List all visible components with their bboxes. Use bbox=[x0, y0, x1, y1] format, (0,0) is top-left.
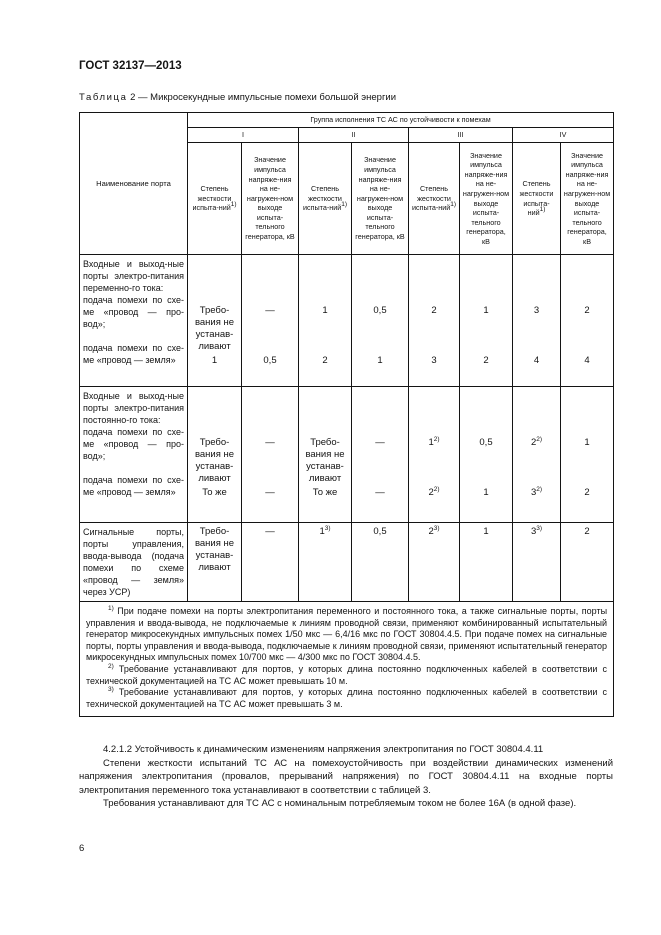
cell-sig-g2-degree: 1$^{3)}$ bbox=[299, 523, 352, 602]
port-name-dc: Входные и выход-ные порты электро-питания постоянно-го тока: подача помехи по схе-ме «провод — про-вод»; подача помехи по схе-ме «провод — земля» bbox=[80, 387, 188, 523]
section-heading-4-2-1-2: 4.2.1.2 Устойчивость к динамическим изменениям напряжения электропитания по ГОСТ 30804.4.11 bbox=[103, 744, 544, 755]
header-group: Группа исполнения ТС АС по устойчивости к помехам bbox=[188, 113, 614, 128]
table-caption-lead: Таблица bbox=[79, 92, 128, 103]
cell-ac-g3-degree: 2 3 bbox=[409, 255, 460, 387]
cell-dc-g1-value: — — bbox=[242, 387, 299, 523]
footnote-1: $^{1)}$ При подаче помехи на порты электропитания переменного и постоянного тока, а также сигнальные порты, порты управления и ввода-вывода, не подключаемые к линиям проводной связи, применяют комбинированный испытательный генератор микросекундных импульсных помех 1/50 мкс — 6,4/16 мкс по ГОСТ 30804.4.5. При подаче помех на сигнальные порты, порты управления и ввода-вывода, подключаемые к линиям проводной связи, применяют испытательный генератор микросекундных импульсных помех 10/700 мкс — 4/300 мкс по ГОСТ 30804.4.5. bbox=[86, 605, 608, 663]
header-degree-2: Степень жесткости испыта-ний$^{1)}$ bbox=[299, 143, 352, 255]
cell-ac-g1-degree: Требо-вания не устанав-ливают 1 bbox=[188, 255, 242, 387]
header-degree-3: Степень жесткости испыта-ний$^{1)}$ bbox=[409, 143, 460, 255]
table-caption-text: 2 — Микросекундные импульсные помехи большой энергии bbox=[127, 92, 397, 103]
cell-dc-g1-degree: Требо-вания не устанав-ливают То же bbox=[188, 387, 242, 523]
cell-ac-g1-value: — 0,5 bbox=[242, 255, 299, 387]
table-footnotes-row bbox=[80, 602, 614, 717]
table-row-ac-ports bbox=[80, 255, 614, 387]
paragraph-test-degrees: Степени жесткости испытаний ТС АС на помехоустойчивость при воздействии динамических изменений напряжения электропитания (провалов, прерываний напряжения) по ГОСТ 30804.4.11 на входные порты электропитания переменного тока устанавливают в соответствии с таблицей 3. bbox=[79, 757, 613, 796]
cell-dc-g3-degree: 1$^{2)}$ 2$^{2)}$ bbox=[409, 387, 460, 523]
cell-ac-g4-value: 2 4 bbox=[561, 255, 614, 387]
cell-sig-g1-value: — bbox=[242, 523, 299, 602]
port-name-signal: Сигнальные порты, порты управления, ввода-вывода (подача помехи по схеме «провод — земля» через УСР) bbox=[80, 523, 188, 602]
header-group-1: I bbox=[188, 128, 299, 143]
cell-ac-g3-value: 1 2 bbox=[460, 255, 513, 387]
header-group-2: II bbox=[299, 128, 409, 143]
cell-sig-g2-value: 0,5 bbox=[352, 523, 409, 602]
header-group-4: IV bbox=[513, 128, 614, 143]
cell-dc-g4-value: 1 2 bbox=[561, 387, 614, 523]
cell-sig-g3-degree: 2$^{3)}$ bbox=[409, 523, 460, 602]
pulse-interference-table bbox=[79, 112, 614, 717]
cell-sig-g4-value: 2 bbox=[561, 523, 614, 602]
cell-sig-g4-degree: 3$^{3)}$ bbox=[513, 523, 561, 602]
cell-dc-g2-value: — — bbox=[352, 387, 409, 523]
table-row-signal-ports bbox=[80, 523, 614, 602]
cell-ac-g4-degree: 3 4 bbox=[513, 255, 561, 387]
page-number: 6 bbox=[79, 843, 85, 854]
footnote-3: $^{3)}$ Требование устанавливают для портов, у которых длина постоянно подключенных кабелей в соответствии с технической документацией на ТС АС может превышать 3 м. bbox=[86, 686, 608, 709]
header-value-1: Значение импульса напряже-ния на не-нагружен-ном выходе испыта-тельного генератора, кВ bbox=[242, 143, 299, 255]
table-row-dc-ports bbox=[80, 387, 614, 523]
cell-sig-g1-degree: Требо-вания не устанав-ливают bbox=[188, 523, 242, 602]
header-value-4: Значение импульса напряже-ния на не-нагружен-ном выходе испыта-тельного генератора, кВ bbox=[561, 143, 614, 255]
cell-dc-g4-degree: 2$^{2)}$ 3$^{2)}$ bbox=[513, 387, 561, 523]
header-degree-1: Степень жесткости испыта-ний$^{1)}$ bbox=[188, 143, 242, 255]
body-text bbox=[79, 743, 613, 811]
cell-dc-g2-degree: Требо-вания не устанав-ливают То же bbox=[299, 387, 352, 523]
paragraph-requirements: Требования устанавливают для ТС АС с номинальным потребляемым током не более 16А (в одной фазе). bbox=[103, 798, 577, 810]
port-name-ac: Входные и выход-ные порты электро-питания переменно-го тока: подача помехи по схе-ме «провод — про-вод»; подача помехи по схе-ме «провод — земля» bbox=[80, 255, 188, 387]
footnote-2: $^{2)}$ Требование устанавливают для портов, у которых длина постоянно подключенных кабелей в соответствии с технической документацией на ТС АС может превышать 10 м. bbox=[86, 662, 608, 686]
cell-ac-g2-value: 0,5 1 bbox=[352, 255, 409, 387]
table-caption bbox=[79, 92, 396, 103]
table-footnotes bbox=[80, 602, 614, 717]
header-port-name: Наименование порта bbox=[80, 113, 188, 255]
cell-sig-g3-value: 1 bbox=[460, 523, 513, 602]
header-value-2: Значение импульса напряже-ния на не-нагружен-ном выходе испыта-тельного генератора, кВ bbox=[352, 143, 409, 255]
cell-dc-g3-value: 0,5 1 bbox=[460, 387, 513, 523]
document-code: ГОСТ 32137—2013 bbox=[79, 60, 182, 72]
header-degree-4: Степень жесткости испыта-ний$^{1)}$ bbox=[513, 143, 561, 255]
header-group-3: III bbox=[409, 128, 513, 143]
header-value-3: Значение импульса напряже-ния на не-нагружен-ном выходе испыта-тельного генератора, кВ bbox=[460, 143, 513, 255]
cell-ac-g2-degree: 1 2 bbox=[299, 255, 352, 387]
